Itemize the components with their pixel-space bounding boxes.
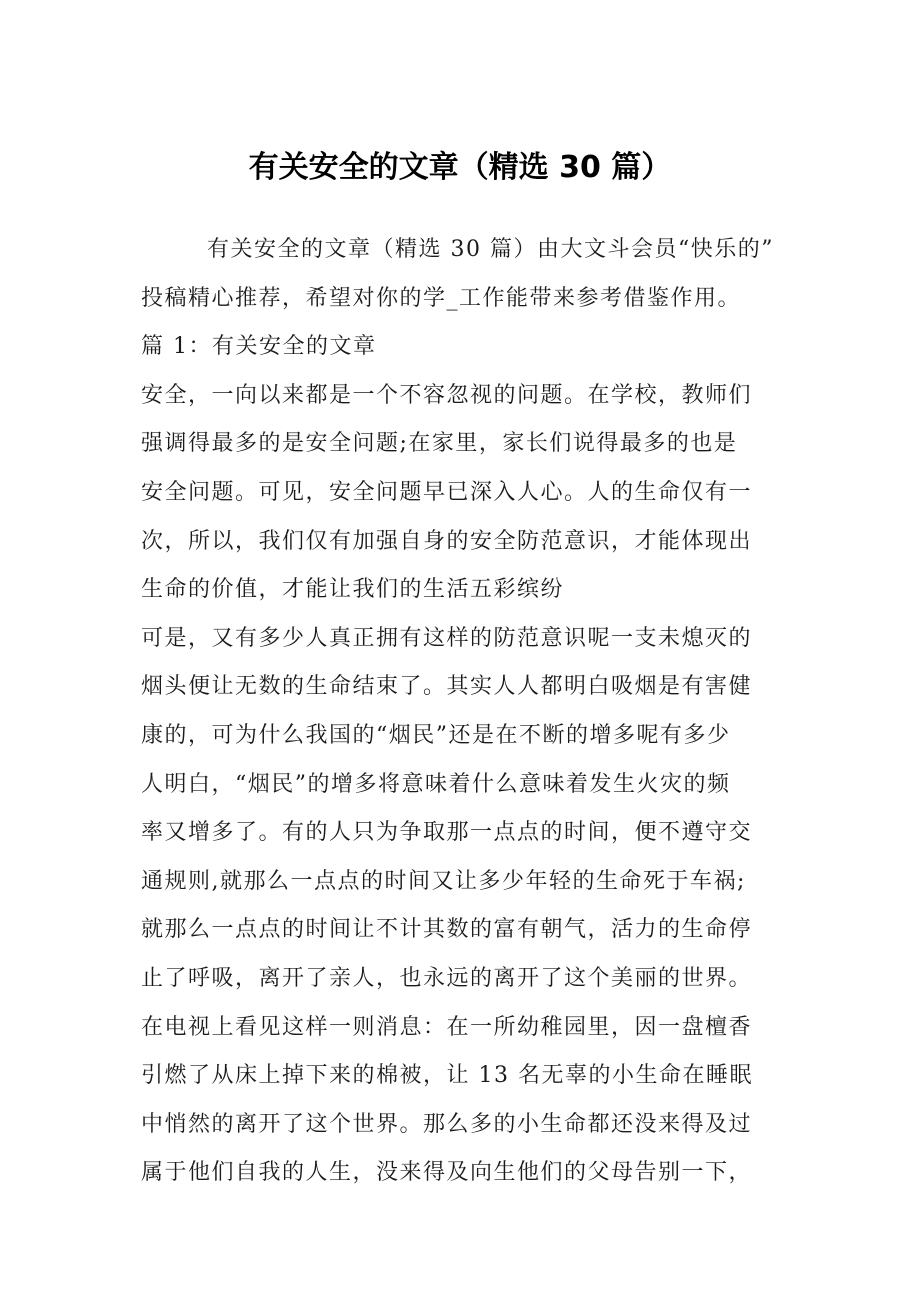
paragraph-line: 中悄然的离开了这个世界。那么多的小生命都还没来得及过: [141, 1111, 753, 1137]
paragraph-line: 就那么一点点的时间让不计其数的富有朝气，活力的生命停: [141, 917, 753, 943]
intro-line-1: 有关安全的文章（精选 30 篇）由大文斗会员“快乐的”: [207, 237, 774, 262]
paragraph-line: 引燃了从床上掉下来的棉被，让 13 名无辜的小生命在睡眠: [141, 1063, 753, 1089]
document-body: [141, 226, 791, 1198]
paragraph-line: 烟头便让无数的生命结束了。其实人人都明白吸烟是有害健: [141, 674, 753, 700]
intro-line-2: 投稿精心推荐，希望对你的学_工作能带来参考借鉴作用。: [141, 285, 742, 311]
paragraph-line: 安全问题。可见，安全问题早已深入人心。人的生命仅有一: [141, 479, 753, 505]
paragraph-line: 人明白，“烟民”的增多将意味着什么意味着发生火灾的频: [141, 771, 731, 797]
paragraph-line: 强调得最多的是安全问题;在家里，家长们说得最多的也是: [141, 431, 738, 457]
document-title: 有关安全的文章（精选 30 篇）: [248, 150, 672, 185]
paragraph-line: 通规则,就那么一点点的时间又让多少年轻的生命死于车祸;: [141, 868, 746, 894]
paragraph-line: 率又增多了。有的人只为争取那一点点的时间，便不遵守交: [141, 820, 753, 846]
paragraph-line: 安全，一向以来都是一个不容忽视的问题。在学校，教师们: [141, 382, 753, 408]
paragraph-line: 康的，可为什么我国的“烟民”还是在不断的增多呢有多少: [141, 722, 731, 748]
paragraph-line: 生命的价值，才能让我们的生活五彩缤纷: [141, 577, 565, 603]
section-heading: 篇 1：有关安全的文章: [141, 334, 377, 360]
paragraph-line: 次，所以，我们仅有加强自身的安全防范意识，才能体现出: [141, 528, 753, 554]
paragraph-line: 可是，又有多少人真正拥有这样的防范意识呢一支未熄灭的: [141, 625, 753, 651]
paragraph-line: 在电视上看见这样一则消息：在一所幼稚园里，因一盘檀香: [141, 1014, 753, 1040]
paragraph-line: 止了呼吸，离开了亲人，也永远的离开了这个美丽的世界。: [141, 965, 753, 991]
paragraph-line: 属于他们自我的人生，没来得及向生他们的父母告别一下，: [141, 1160, 753, 1186]
